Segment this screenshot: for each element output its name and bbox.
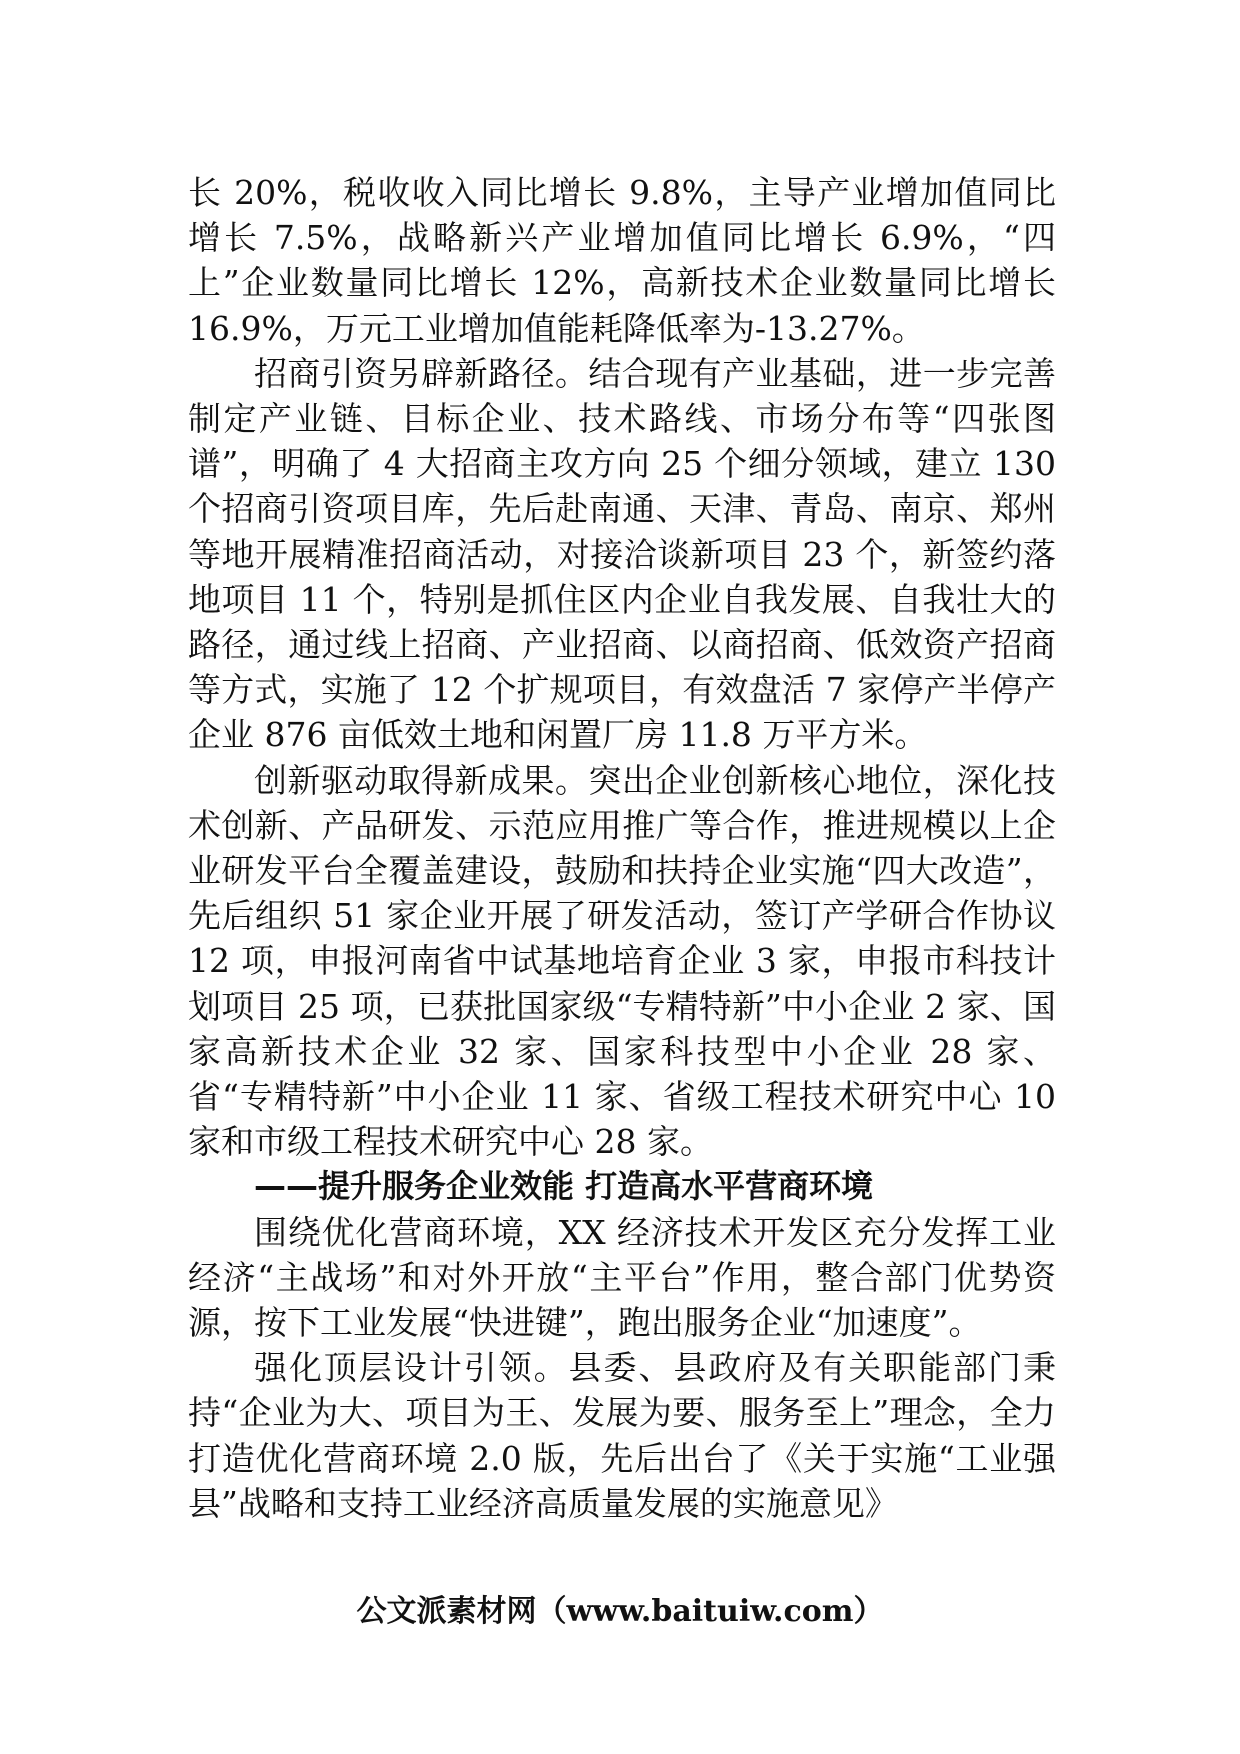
page-footer-watermark: 公文派素材网（www.baituiw.com） — [356, 1594, 884, 1629]
paragraph-innovation: 创新驱动取得新成果。突出企业创新核心地位，深化技术创新、产品研发、示范应用推广等合作，推进规模以上企业研发平台全覆盖建设，鼓励和扶持企业实施“四大改造”，先后组织 51 家企业开展了研发活动，签订产学研合作协议 12 项，申报河南省中试基地培育企业 3 家，申报市科技计划项目 25 项，已获批国家级“专精特新”中小企业 2 家、国家高新技术企业 32 家、国家科技型中小企业 28 家、省“专精特新”中小企业 11 家、省级工程技术研究中心 10 家和市级工程技术研究中心 28 家。 — [188, 760, 1056, 1162]
document-body — [188, 170, 1056, 1526]
paragraph-continuation: 长 20%，税收收入同比增长 9.8%，主导产业增加值同比增长 7.5%，战略新兴产业增加值同比增长 6.9%，“四上”企业数量同比增长 12%，高新技术企业数量同比增长 16.9%，万元工业增加值能耗降低率为-13.27%。 — [188, 173, 1056, 348]
paragraph-business-environment: 围绕优化营商环境，XX 经济技术开发区充分发挥工业经济“主战场”和对外开放“主平台”作用，整合部门优势资源，按下工业发展“快进键”，跑出服务企业“加速度”。 — [188, 1212, 1056, 1343]
section-heading: ——提升服务企业效能 打造高水平营商环境 — [254, 1167, 874, 1206]
paragraph-investment-attraction: 招商引资另辟新路径。结合现有产业基础，进一步完善制定产业链、目标企业、技术路线、市场分布等“四张图谱”，明确了 4 大招商主攻方向 25 个细分领域，建立 130 个招商引资项目库，先后赴南通、天津、青岛、南京、郑州等地开展精准招商活动，对接洽谈新项目 23 个，新签约落地项目 11 个，特别是抓住区内企业自我发展、自我壮大的路径，通过线上招商、产业招商、以商招商、低效资产招商等方式，实施了 12 个扩规项目，有效盘活 7 家停产半停产企业 876 亩低效土地和闲置厂房 11.8 万平方米。 — [188, 353, 1056, 755]
paragraph-top-level-design: 强化顶层设计引领。县委、县政府及有关职能部门秉持“企业为大、项目为王、发展为要、服务至上”理念，全力打造优化营商环境 2.0 版，先后出台了《关于实施“工业强县”战略和支持工业经济高质量发展的实施意见》 — [188, 1348, 1056, 1523]
